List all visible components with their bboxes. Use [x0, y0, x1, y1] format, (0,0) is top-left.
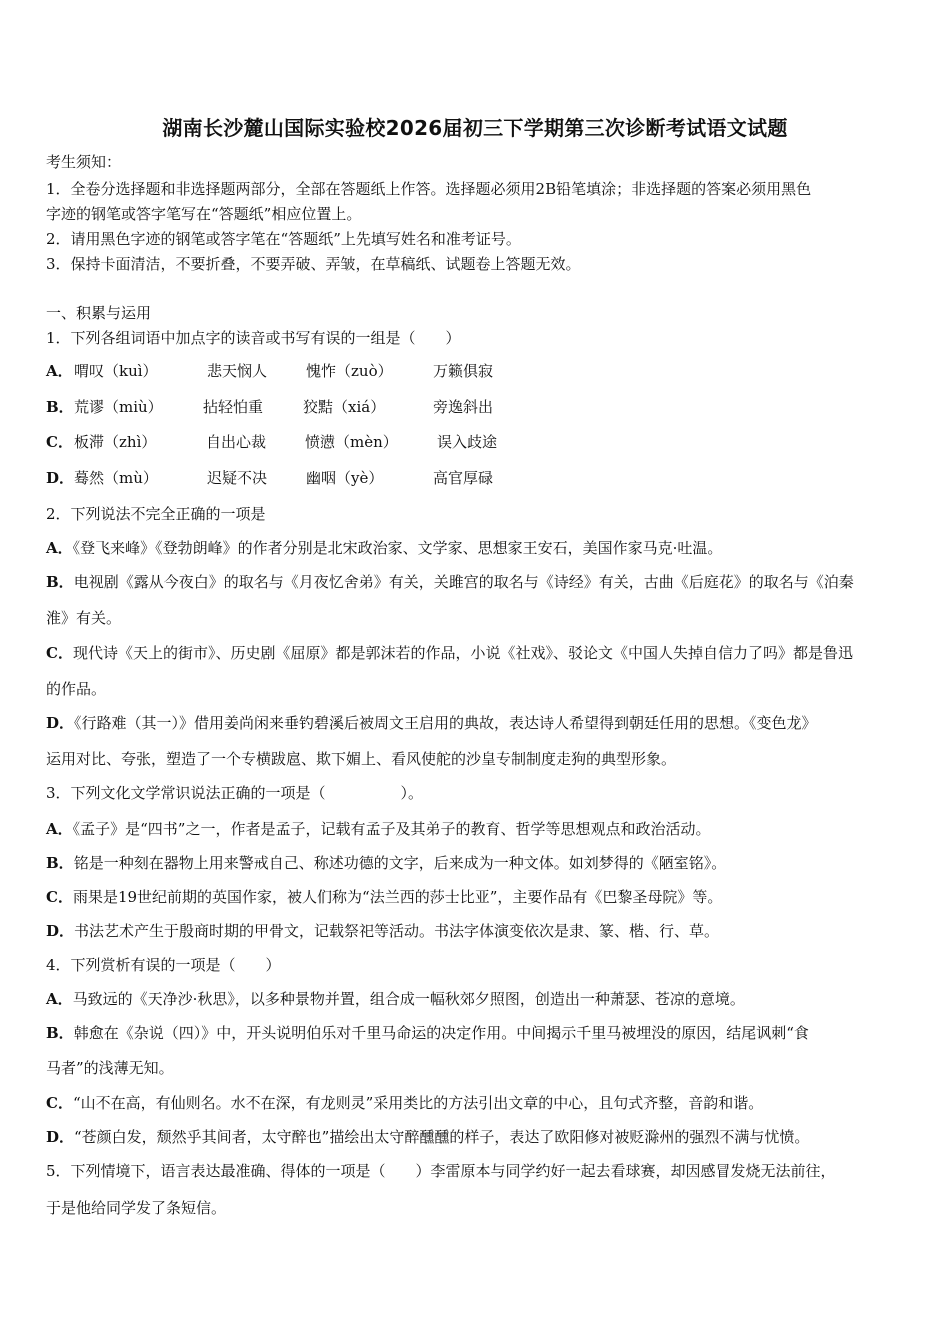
q4-option-b: B．韩愈在《杂说（四）》中，开头说明伯乐对千里马命运的决定作用。中间揭示千里马被埋没的原因，结尾讽刺“食	[46, 1024, 809, 1042]
q4-option-d: D．“苍颜白发，颓然乎其间者，太守醉也”描绘出太守醉醺醺的样子，表达了欧阳修对被贬滁州的强烈不满与忧愤。	[46, 1128, 810, 1146]
q2-option-c-cont: 的作品。	[46, 680, 107, 698]
q5-stem-cont: 于是他给同学发了条短信。	[46, 1199, 227, 1217]
option-label: D．	[46, 469, 75, 487]
q2-option-d: D．《行路难（其一）》借用姜尚闲来垂钓碧溪后被周文王启用的典故，表达诗人希望得到朝廷任用的思想。《变色龙》	[46, 714, 817, 732]
q1-d-word-3: 幽咽（yè）	[306, 469, 384, 487]
option-label: C．	[46, 433, 73, 451]
q4-option-b-cont: 马者”的浅薄无知。	[46, 1059, 174, 1077]
q1-d-word-1: 蓦然（mù）	[74, 469, 158, 487]
q3-c-text: 雨果是19世纪前期的英国作家，被人们称为“法兰西的莎士比亚”，主要作品有《巴黎圣母院》等。	[72, 888, 723, 906]
q2-c-text: 现代诗《天上的街市》、历史剧《屈原》都是郭沫若的作品，小说《社戏》、驳论文《中国人失掉自信力了吗》都是鲁迅	[72, 644, 853, 662]
q2-option-c: C．现代诗《天上的街市》、历史剧《屈原》都是郭沫若的作品，小说《社戏》、驳论文《中国人失掉自信力了吗》都是鲁迅	[46, 644, 853, 662]
q1-a-word-2: 悲天悯人	[207, 362, 268, 380]
exam-title: 湖南长沙麓山国际实验校2026届初三下学期第三次诊断考试语文试题	[162, 116, 788, 140]
q3-d-text: 书法艺术产生于殷商时期的甲骨文，记载祭祀等活动。书法字体演变依次是隶、篆、楷、行、草。	[74, 922, 720, 940]
q1-b-word-3: 狡黠（xiá）	[303, 398, 386, 416]
notice-item-1: 1．全卷分选择题和非选择题两部分，全部在答题纸上作答。选择题必须用2B铅笔填涂；非选择题的答案必须用黑色	[46, 180, 812, 198]
notice-heading: 考生须知：	[46, 153, 122, 171]
q4-c-text: “山不在高，有仙则名。水不在深，有龙则灵”采用类比的方法引出文章的中心，且句式齐整，音韵和谐。	[72, 1094, 764, 1112]
q2-a-text: 《登飞来峰》《登勃朗峰》的作者分别是北宋政治家、文学家、思想家王安石，美国作家马克·吐温。	[72, 539, 723, 557]
q5-stem: 5．下列情境下，语言表达最准确、得体的一项是（ ）李雷原本与同学约好一起去看球赛，却因感冒发烧无法前往，	[46, 1162, 836, 1180]
q4-a-text: 马致远的《天净沙·秋思》，以多种景物并置，组合成一幅秋郊夕照图，创造出一种萧瑟、苍凉的意境。	[72, 990, 745, 1008]
q2-d-text: 《行路难（其一）》借用姜尚闲来垂钓碧溪后被周文王启用的典故，表达诗人希望得到朝廷任用的思想。《变色龙》	[74, 714, 817, 732]
notice-item-1-cont: 字迹的钢笔或答字笔写在“答题纸”相应位置上。	[46, 205, 362, 223]
option-label: A．	[46, 362, 73, 380]
q3-a-text: 《孟子》是“四书”之一，作者是孟子，记载有孟子及其弟子的教育、哲学等思想观点和政治活动。	[72, 820, 711, 838]
q1-d-word-2: 迟疑不决	[207, 469, 268, 487]
q1-a-word-4: 万籁俱寂	[433, 362, 494, 380]
q2-option-a: A．《登飞来峰》《登勃朗峰》的作者分别是北宋政治家、文学家、思想家王安石，美国作家马克·吐温。	[46, 539, 723, 557]
q2-stem: 2．下列说法不完全正确的一项是	[46, 505, 266, 523]
notice-item-3: 3．保持卡面清洁，不要折叠，不要弄破、弄皱，在草稿纸、试题卷上答题无效。	[46, 255, 581, 273]
q1-d-word-4: 高官厚碌	[433, 469, 494, 487]
q3-option-c: C．雨果是19世纪前期的英国作家，被人们称为“法兰西的莎士比亚”，主要作品有《巴黎圣母院》等。	[46, 888, 723, 906]
q1-b-word-4: 旁逸斜出	[433, 398, 494, 416]
q3-option-b: B．铭是一种刻在器物上用来警戒自己、称述功德的文字，后来成为一种文体。如刘梦得的《陋室铭》。	[46, 854, 727, 872]
q1-c-word-2: 自出心裁	[206, 433, 267, 451]
q1-c-word-4: 误入歧途	[437, 433, 498, 451]
notice-item-2: 2．请用黑色字迹的钢笔或答字笔在“答题纸”上先填写姓名和准考证号。	[46, 230, 521, 248]
q1-c-word-1: 板滞（zhì）	[74, 433, 157, 451]
q3-option-d: D．书法艺术产生于殷商时期的甲骨文，记载祭祀等活动。书法字体演变依次是隶、篆、楷、行、草。	[46, 922, 720, 940]
q2-option-b: B．电视剧《露从今夜白》的取名与《月夜忆舍弟》有关，关雎宫的取名与《诗经》有关，古曲《后庭花》的取名与《泊秦	[46, 573, 854, 591]
q4-d-text: “苍颜白发，颓然乎其间者，太守醉也”描绘出太守醉醺醺的样子，表达了欧阳修对被贬滁州的强烈不满与忧愤。	[74, 1128, 810, 1146]
q3-b-text: 铭是一种刻在器物上用来警戒自己、称述功德的文字，后来成为一种文体。如刘梦得的《陋室铭》。	[73, 854, 727, 872]
q2-b-text: 电视剧《露从今夜白》的取名与《月夜忆舍弟》有关，关雎宫的取名与《诗经》有关，古曲《后庭花》的取名与《泊秦	[73, 573, 854, 591]
q4-b-text: 韩愈在《杂说（四）》中，开头说明伯乐对千里马命运的决定作用。中间揭示千里马被埋没的原因，结尾讽刺“食	[73, 1024, 809, 1042]
q4-option-a: A．马致远的《天净沙·秋思》，以多种景物并置，组合成一幅秋郊夕照图，创造出一种萧瑟、苍凉的意境。	[46, 990, 745, 1008]
q3-option-a: A．《孟子》是“四书”之一，作者是孟子，记载有孟子及其弟子的教育、哲学等思想观点和政治活动。	[46, 820, 711, 838]
q4-stem: 4．下列赏析有误的一项是（ ）	[46, 956, 281, 974]
q2-option-d-cont: 运用对比、夸张，塑造了一个专横跋扈、欺下媚上、看风使舵的沙皇专制制度走狗的典型形象。	[46, 750, 677, 768]
q1-c-word-3: 愤懑（mèn）	[305, 433, 398, 451]
q1-a-word-1: 喟叹（kuì）	[74, 362, 158, 380]
q1-a-word-3: 愧怍（zuò）	[306, 362, 393, 380]
q1-stem: 1．下列各组词语中加点字的读音或书写有误的一组是（ ）	[46, 329, 461, 347]
q3-stem: 3．下列文化文学常识说法正确的一项是（ ）。	[46, 784, 424, 802]
section-heading: 一、积累与运用	[46, 304, 152, 322]
q2-option-b-cont: 淮》有关。	[46, 609, 122, 627]
q4-option-c: C．“山不在高，有仙则名。水不在深，有龙则灵”采用类比的方法引出文章的中心，且句式齐整，音韵和谐。	[46, 1094, 764, 1112]
option-label: B．	[46, 398, 74, 416]
q1-b-word-2: 拈轻怕重	[203, 398, 264, 416]
q1-b-word-1: 荒谬（miù）	[74, 398, 163, 416]
